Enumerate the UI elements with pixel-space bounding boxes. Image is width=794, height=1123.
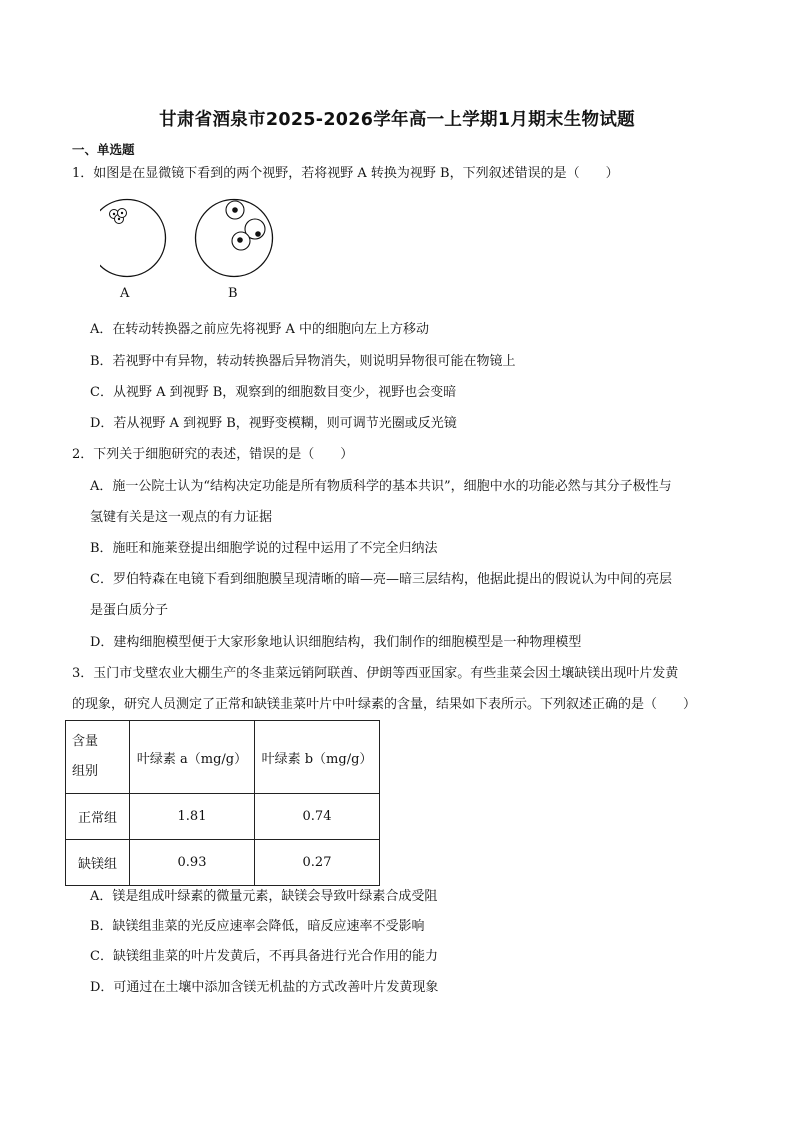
- table-header-row: [66, 721, 380, 794]
- q3-option-c: C．缺镁组韭菜的叶片发黄后，不再具备进行光合作用的能力: [90, 949, 438, 964]
- q3-option-b: B．缺镁组韭菜的光反应速率会降低，暗反应速率不受影响: [90, 919, 425, 934]
- q3-stem-line1: 3．玉门市戈壁农业大棚生产的冬韭菜远销阿联酋、伊朗等西亚国家。有些韭菜会因土壤缺镁出现叶片发黄: [72, 666, 679, 681]
- q1-option-b: B．若视野中有异物，转动转换器后异物消失，则说明异物很可能在物镜上: [90, 354, 516, 369]
- figure-label-a: A: [120, 286, 130, 301]
- table-row: [66, 794, 380, 840]
- field-b: [196, 200, 273, 277]
- table-header-chl-b: 叶绿素 b（mg/g）: [255, 721, 380, 794]
- field-a: [100, 200, 166, 277]
- q2-option-a-line2: 氢键有关是这一观点的有力证据: [90, 510, 273, 525]
- q3-option-d: D．可通过在土壤中添加含镁无机盐的方式改善叶片发黄现象: [90, 980, 439, 995]
- q2-stem: 2．下列关于细胞研究的表述，错误的是（ ）: [72, 447, 354, 462]
- table-cell-group: 缺镁组: [66, 840, 130, 886]
- q1-option-d: D．若从视野 A 到视野 B，视野变模糊，则可调节光圈或反光镜: [90, 416, 457, 431]
- q2-option-c-line1: C．罗伯特森在电镜下看到细胞膜呈现清晰的暗—亮—暗三层结构，他据此提出的假说认为中间的亮层: [90, 572, 672, 587]
- q2-option-b: B．施旺和施莱登提出细胞学说的过程中运用了不完全归纳法: [90, 541, 438, 556]
- q1-option-c: C．从视野 A 到视野 B，观察到的细胞数目变少，视野也会变暗: [90, 385, 457, 400]
- table-corner-cell: [66, 721, 130, 794]
- q3-stem-line2: 的现象，研究人员测定了正常和缺镁韭菜叶片中叶绿素的含量，结果如下表所示。下列叙述正确的是（ ）: [72, 697, 697, 712]
- q2-option-d: D．建构细胞模型便于大家形象地认识细胞结构，我们制作的细胞模型是一种物理模型: [90, 635, 582, 650]
- table-cell-chl-a: 1.81: [130, 794, 255, 840]
- page-title: 甘肃省酒泉市2025-2026学年高一上学期1月期末生物试题: [159, 110, 635, 130]
- q2-option-c-line2: 是蛋白质分子: [90, 603, 169, 618]
- figure-label-b: B: [228, 286, 238, 301]
- corner-top-label: 含量: [72, 734, 99, 749]
- table-header-chl-a: 叶绿素 a（mg/g）: [130, 721, 255, 794]
- microscope-figure: [100, 195, 300, 285]
- table-row: [66, 840, 380, 886]
- q3-option-a: A．镁是组成叶绿素的微量元素，缺镁会导致叶绿素合成受阻: [90, 889, 438, 904]
- q1-stem: 1．如图是在显微镜下看到的两个视野，若将视野 A 转换为视野 B，下列叙述错误的是（ ）: [72, 166, 619, 181]
- corner-bottom-label: 组别: [72, 764, 99, 779]
- table-cell-chl-b: 0.74: [255, 794, 380, 840]
- q1-option-a: A．在转动转换器之前应先将视野 A 中的细胞向左上方移动: [90, 322, 430, 337]
- q2-option-a-line1: A．施一公院士认为“结构决定功能是所有物质科学的基本共识”，细胞中水的功能必然与其分子极性与: [90, 479, 672, 494]
- table-cell-chl-b: 0.27: [255, 840, 380, 886]
- table-cell-chl-a: 0.93: [130, 840, 255, 886]
- table-cell-group: 正常组: [66, 794, 130, 840]
- section-heading: 一、单选题: [72, 142, 135, 157]
- chlorophyll-table: [65, 720, 380, 886]
